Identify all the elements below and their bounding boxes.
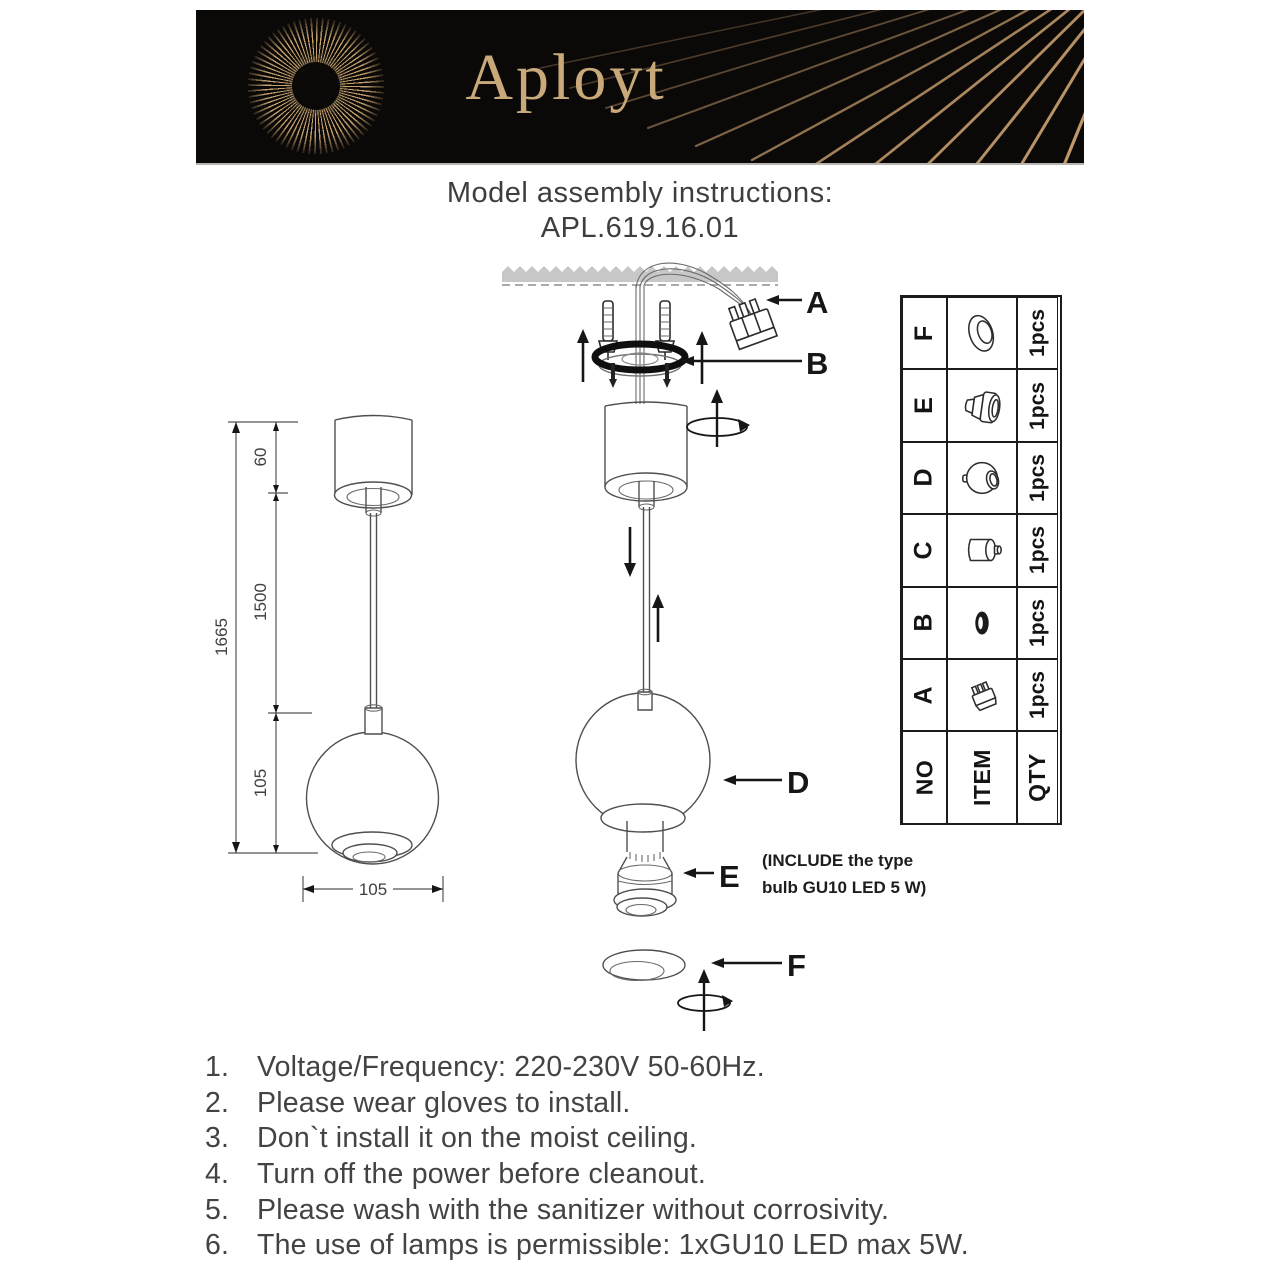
part-item-cell	[947, 297, 1017, 369]
up-arrow	[696, 331, 708, 384]
label-f: F	[787, 948, 806, 983]
instruction-text: Please wash with the sanitizer without corrosivity.	[257, 1193, 890, 1226]
instruction-text: Voltage/Frequency: 220-230V 50-60Hz.	[257, 1051, 765, 1084]
part-item-cell	[947, 442, 1017, 514]
instruction-item	[205, 1050, 1105, 1086]
table-header-no: NO	[902, 731, 947, 824]
gu10-bulb-icon	[959, 383, 1005, 429]
terminal-block	[725, 296, 777, 349]
up-arrow	[577, 329, 589, 382]
instruction-item	[205, 1086, 1105, 1122]
corner-rays-decoration	[196, 10, 1084, 163]
page-title: Model assembly instructions:	[446, 177, 834, 209]
instruction-item	[205, 1192, 1105, 1228]
part-no-cell: A	[902, 659, 947, 731]
part-item-cell	[947, 659, 1017, 731]
part-qty-cell: 1pcs	[1017, 369, 1058, 441]
rotate-arrow	[678, 969, 733, 1031]
instruction-item	[205, 1228, 1105, 1264]
dimension-drawing	[200, 390, 500, 910]
instruction-text: The use of lamps is permissible: 1xGU10 LED max 5W.	[257, 1229, 969, 1262]
instruction-number: 1.	[205, 1051, 230, 1084]
part-no-cell: F	[902, 297, 947, 369]
gu10-bulb	[614, 821, 676, 916]
terminal-block-icon	[959, 672, 1005, 718]
part-qty-cell: 1pcs	[1017, 587, 1058, 659]
part-no-cell: E	[902, 369, 947, 441]
sphere-shade	[576, 689, 710, 832]
label-b: B	[806, 346, 829, 381]
callout-f	[711, 948, 806, 983]
dim-rod-height: 1500	[251, 583, 270, 621]
assembly-diagram	[480, 255, 945, 1035]
canopy-cylinder	[605, 402, 687, 510]
dim-canopy-height: 60	[251, 447, 270, 467]
bulb-note-line2: bulb GU10 LED 5 W)	[762, 878, 927, 897]
up-arrow	[652, 594, 664, 642]
callout-a	[766, 285, 828, 320]
part-item-cell	[947, 369, 1017, 441]
instructions-list	[205, 1050, 1105, 1264]
label-e: E	[719, 859, 740, 894]
part-qty-cell: 1pcs	[1017, 297, 1058, 369]
part-no-cell: D	[902, 442, 947, 514]
down-arrow	[624, 527, 636, 577]
mounting-ring-icon	[959, 600, 1005, 646]
rotate-arrow	[687, 389, 750, 447]
part-no-cell: B	[902, 587, 947, 659]
table-header-qty: QTY	[1017, 731, 1058, 824]
instruction-item	[205, 1157, 1105, 1193]
callout-d	[723, 765, 809, 800]
trim-ring-icon	[959, 310, 1005, 356]
label-d: D	[787, 765, 810, 800]
table-header-item: ITEM	[947, 731, 1017, 824]
instruction-text: Don`t install it on the moist ceiling.	[257, 1122, 698, 1155]
brand-name: Aployt	[465, 41, 667, 114]
trim-ring	[603, 950, 685, 981]
part-item-cell	[947, 587, 1017, 659]
instruction-number: 5.	[205, 1193, 230, 1226]
callout-e	[683, 851, 926, 897]
brand-banner	[196, 10, 1084, 165]
canopy-cylinder-icon	[959, 527, 1005, 573]
dim-sphere-height: 105	[251, 768, 270, 798]
dim-width: 105	[358, 880, 388, 899]
dim-total-height: 1665	[212, 618, 231, 656]
pendant-rod	[644, 507, 650, 695]
lamp-side-view	[307, 416, 439, 865]
part-qty-cell: 1pcs	[1017, 442, 1058, 514]
instruction-number: 2.	[205, 1086, 230, 1119]
instruction-text: Turn off the power before cleanout.	[257, 1158, 707, 1191]
title-block	[0, 176, 1280, 246]
part-no-cell: C	[902, 514, 947, 586]
label-a: A	[806, 285, 829, 320]
instruction-number: 6.	[205, 1229, 230, 1262]
instruction-item	[205, 1121, 1105, 1157]
bulb-note-line1: (INCLUDE the type	[762, 851, 914, 870]
model-number: APL.619.16.01	[540, 212, 740, 244]
part-qty-cell: 1pcs	[1017, 514, 1058, 586]
parts-table	[900, 295, 1062, 825]
instruction-number: 4.	[205, 1158, 230, 1191]
part-qty-cell: 1pcs	[1017, 659, 1058, 731]
instruction-number: 3.	[205, 1122, 230, 1155]
instruction-text: Please wear gloves to install.	[257, 1086, 631, 1119]
part-item-cell	[947, 514, 1017, 586]
sphere-shade-icon	[959, 455, 1005, 501]
